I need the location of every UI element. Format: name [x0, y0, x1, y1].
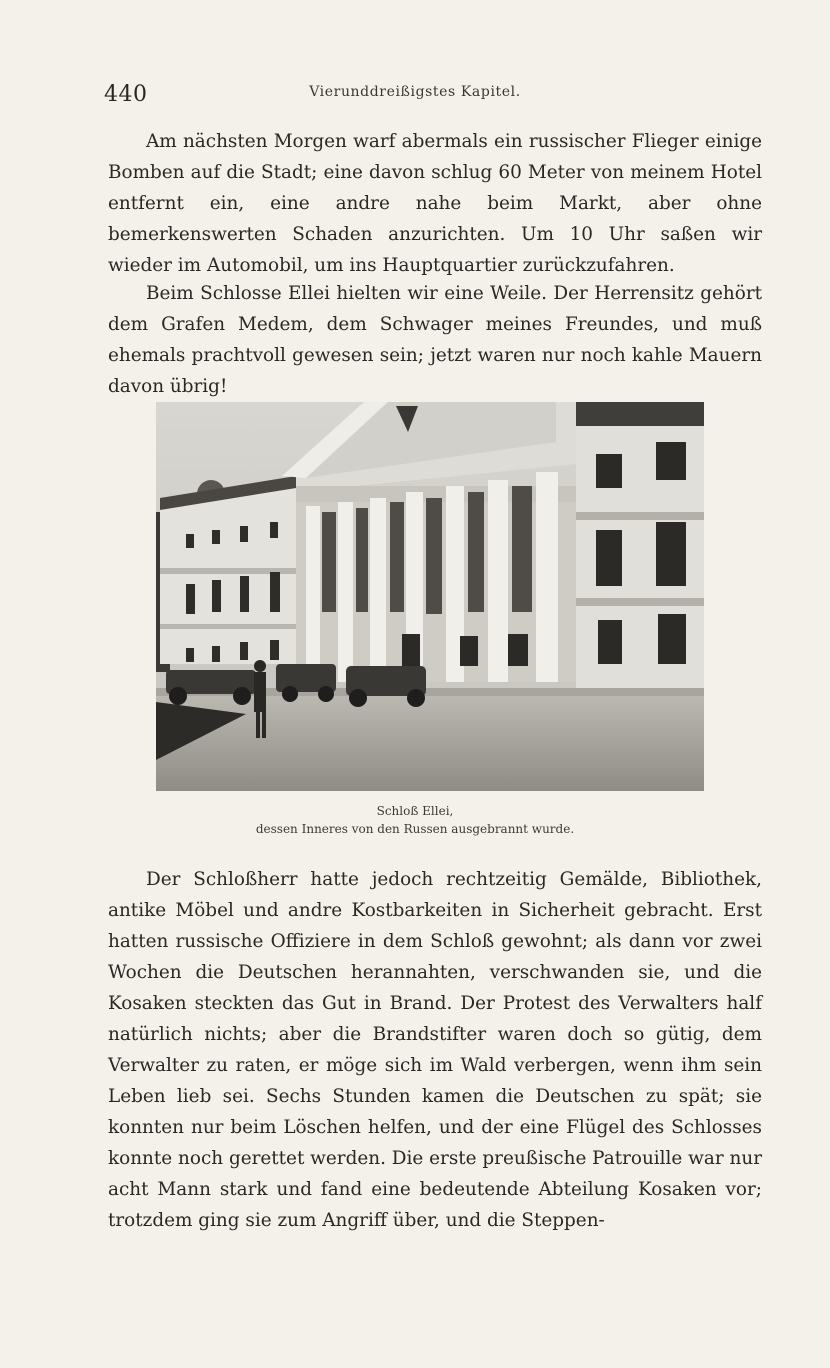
- paragraph-1: Am nächsten Morgen warf abermals ein russischer Flieger einige Bomben auf die Stadt; eine davon schlug 60 Meter von meinem Hotel entfernt ein, eine andre nahe beim Markt, aber ohne bemerkenswerten Schaden anzurichten. Um 10 Uhr saßen wir wieder im Automobil, um ins Hauptquartier zurückzufahren.: [108, 131, 762, 276]
- paragraph-2: Beim Schlosse Ellei hielten wir eine Weile. Der Herrensitz gehört dem Grafen Medem, dem Schwager meines Freundes, und muß ehemals prachtvoll gewesen sein; jetzt waren nur noch kahle Mauern davon übrig!: [108, 283, 762, 397]
- figure-caption: [0, 802, 830, 838]
- castle-photograph: [156, 402, 704, 791]
- page-number: 440: [104, 82, 148, 107]
- running-head: Vierunddreißigstes Kapitel.: [309, 84, 521, 100]
- caption-description: dessen Inneres von den Russen ausgebrannt wurde.: [255, 822, 575, 836]
- caption-title: Schloß Ellei,: [376, 804, 454, 818]
- paragraph-3: Der Schloßherr hatte jedoch rechtzeitig Gemälde, Bibliothek, antike Möbel und andre Kostbarkeiten in Sicherheit gebracht. Erst hatten russische Offiziere in dem Schloß gewohnt; als dann vor zwei Wochen die Deutschen herannahten, verschwanden sie, und die Kosaken steckten das Gut in Brand. Der Protest des Verwalters half natürlich nichts; aber die Brandstifter waren doch so gütig, dem Verwalter zu raten, er möge sich im Wald verbergen, wenn ihm sein Leben lieb sei. Sechs Stunden kamen die Deutschen zu spät; sie konnten nur beim Löschen helfen, und der eine Flügel des Schlosses konnte noch gerettet werden. Die erste preußische Patrouille war nur acht Mann stark und fand eine bedeutende Abteilung Kosaken vor; trotzdem ging sie zum Angriff über, und die Steppen-: [108, 869, 762, 1231]
